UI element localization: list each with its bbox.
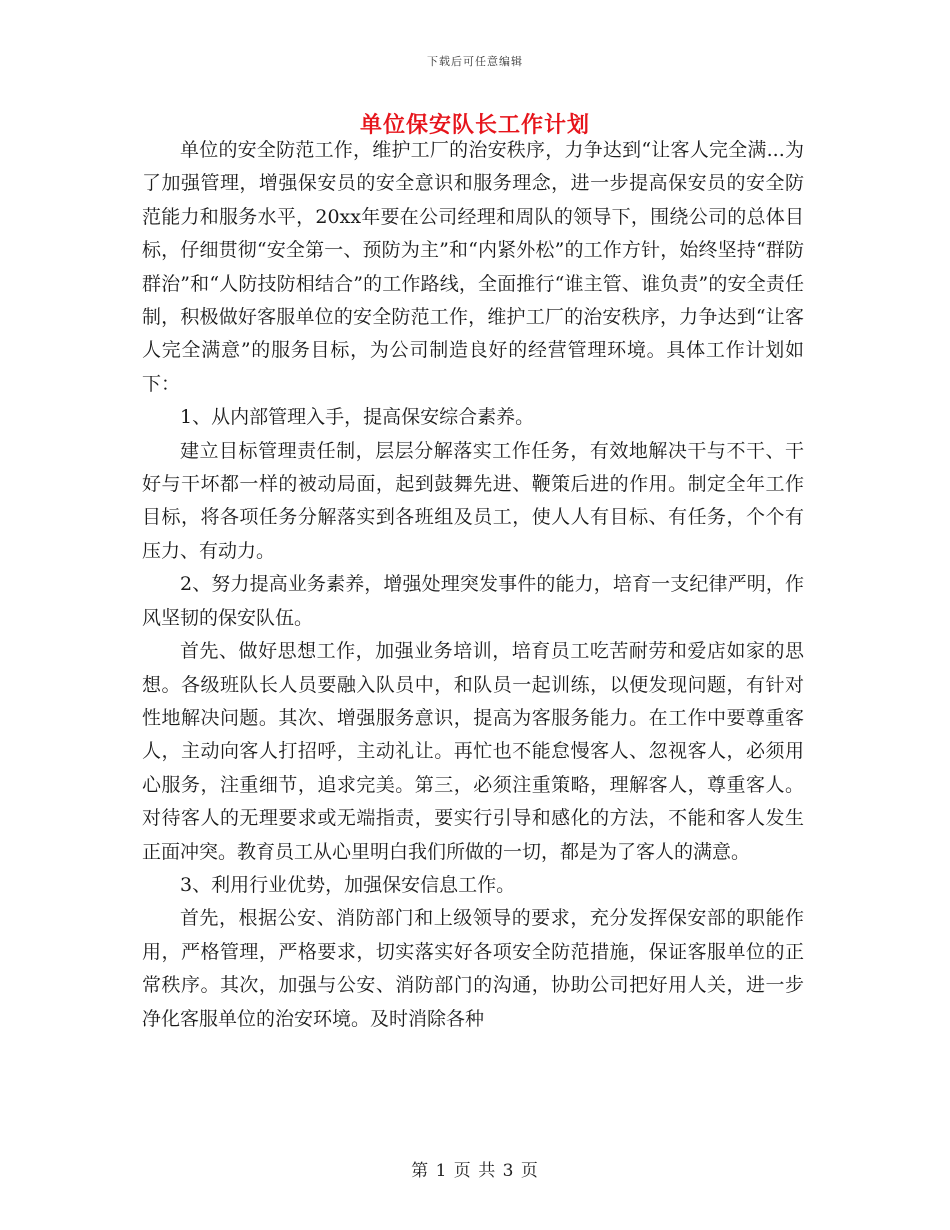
paragraph-item-2-heading: 2、努力提高业务素养，增强处理突发事件的能力，培育一支纪律严明，作风坚韧的保安队伍。: [142, 573, 804, 629]
paragraph-item-1-heading: 1、从内部管理入手，提高保安综合素养。: [180, 406, 535, 429]
document-body: [142, 134, 804, 1036]
header-note: 下载后可任意编辑: [427, 55, 523, 68]
paragraph-intro: 单位的安全防范工作，维护工厂的治安秩序，力争达到“让客人完全满...为了加强管理，增强保安员的安全意识和服务理念，进一步提高保安员的安全防范能力和服务水平，20xx年要在公司经理和周队的领导下，围绕公司的总体目标，仔细贯彻“安全第一、预防为主”和“内紧外松”的工作方针，始终坚持“群防群治”和“人防技防相结合”的工作路线，全面推行“谁主管、谁负责”的安全责任制，积极做好客服单位的安全防范工作，维护工厂的治安秩序，力争达到“让客人完全满意”的服务目标，为公司制造良好的经营管理环境。具体工作计划如下：: [142, 139, 804, 395]
paragraph-item-2-body: 首先、做好思想工作，加强业务培训，培育员工吃苦耐劳和爱店如家的思想。各级班队长人员要融入队员中，和队员一起训练，以便发现问题，有针对性地解决问题。其次、增强服务意识，提高为客服务能力。在工作中要尊重客人，主动向客人打招呼，主动礼让。再忙也不能怠慢客人、忽视客人，必须用心服务，注重细节，追求完美。第三，必须注重策略，理解客人，尊重客人。对待客人的无理要求或无端指责，要实行引导和感化的方法，不能和客人发生正面冲突。教育员工从心里明白我们所做的一切，都是为了客人的满意。: [142, 640, 804, 863]
paragraph-item-3-body: 首先，根据公安、消防部门和上级领导的要求，充分发挥保安部的职能作用，严格管理，严格要求，切实落实好各项安全防范措施，保证客服单位的正常秩序。其次，加强与公安、消防部门的沟通，协助公司把好用人关，进一步净化客服单位的治安环境。及时消除各种: [142, 907, 804, 1030]
paragraph-item-1-body: 建立目标管理责任制，层层分解落实工作任务，有效地解决干与不干、干好与干坏都一样的被动局面，起到鼓舞先进、鞭策后进的作用。制定全年工作目标，将各项任务分解落实到各班组及员工，使人人有目标、有任务，个个有压力、有动力。: [142, 439, 804, 562]
document-title: 单位保安队长工作计划: [359, 112, 590, 138]
page-number-footer: 第 1 页 共 3 页: [411, 1161, 539, 1181]
paragraph-item-3-heading: 3、利用行业优势，加强保安信息工作。: [180, 873, 516, 896]
